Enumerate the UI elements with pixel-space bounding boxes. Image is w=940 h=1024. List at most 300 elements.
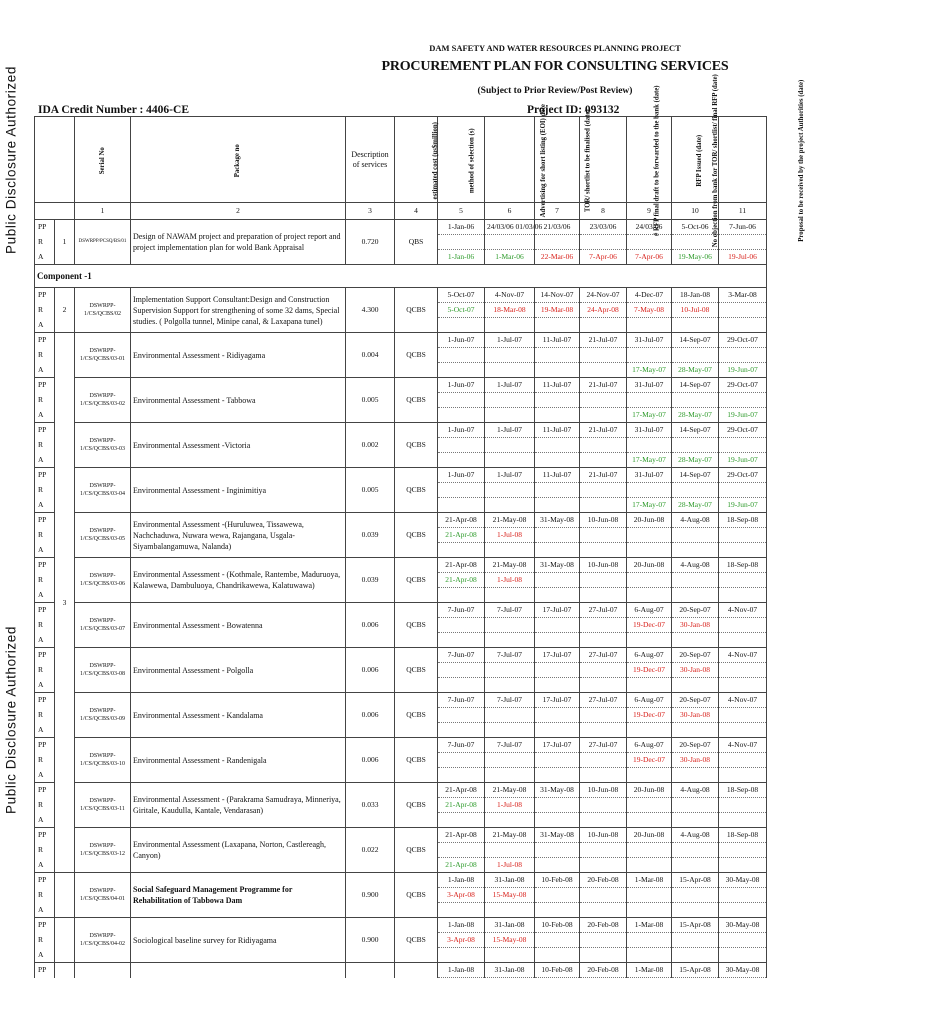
date-cell: 1-Jul-07 <box>485 468 535 483</box>
date-cell <box>627 933 672 948</box>
row-type-label: A <box>35 498 55 513</box>
date-cell <box>627 948 672 963</box>
date-cell: 20-Sep-07 <box>672 603 719 618</box>
description: Environmental Assessment - Polgolla <box>131 648 346 693</box>
estimated-cost: 0.900 <box>346 873 395 918</box>
date-cell: 17-Jul-07 <box>535 648 580 663</box>
date-cell <box>438 723 485 738</box>
selection-method: QCBS <box>395 603 438 648</box>
row-type-label: PP <box>35 333 55 348</box>
date-cell: 6-Aug-07 <box>627 603 672 618</box>
selection-method: QCBS <box>395 378 438 423</box>
col-number: 8 <box>580 203 627 220</box>
row-type-label: R <box>35 348 55 363</box>
package-no: DSWRPP/PCSQ/BS/01 <box>75 220 131 265</box>
date-cell <box>719 633 767 648</box>
package-no: DSWRPP-1/CS/QCBS/04-02 <box>75 918 131 963</box>
date-cell: 4-Nov-07 <box>485 288 535 303</box>
date-cell <box>438 633 485 648</box>
date-cell: 21-Jul-07 <box>580 378 627 393</box>
date-cell <box>672 768 719 783</box>
date-cell: 24/03/06 <box>627 220 672 235</box>
date-cell <box>719 858 767 873</box>
package-no: DSWRPP-1/CS/QCBS/03-06 <box>75 558 131 603</box>
row-type-label: A <box>35 723 55 738</box>
row-type-label: PP <box>35 918 55 933</box>
date-cell: 4-Dec-07 <box>627 288 672 303</box>
date-cell: 15-Apr-08 <box>672 873 719 888</box>
date-cell: 28-May-07 <box>672 498 719 513</box>
date-cell: 27-Jul-07 <box>580 738 627 753</box>
serial-no: 3 <box>55 333 75 873</box>
date-cell: 10-Feb-08 <box>535 963 580 978</box>
date-cell: 20-Jun-08 <box>627 828 672 843</box>
date-cell: 7-Jul-07 <box>485 603 535 618</box>
date-cell <box>719 573 767 588</box>
date-cell <box>438 903 485 918</box>
date-cell: 3-Mar-08 <box>719 288 767 303</box>
date-cell: 3-Apr-08 <box>438 888 485 903</box>
date-cell: 20-Feb-08 <box>580 873 627 888</box>
col-header-9: No objection from bank for TOR/ shortlist/ final RFP (date) <box>627 117 672 203</box>
date-cell <box>719 588 767 603</box>
date-cell <box>485 408 535 423</box>
selection-method: QCBS <box>395 648 438 693</box>
date-cell <box>535 348 580 363</box>
table-row <box>35 918 767 933</box>
date-cell <box>580 888 627 903</box>
row-type-label: PP <box>35 828 55 843</box>
date-cell <box>672 318 719 333</box>
table-row <box>35 468 767 483</box>
date-cell <box>438 363 485 378</box>
date-cell <box>535 768 580 783</box>
col-header-11: Proposal to be received by the project Authorities (date) <box>719 117 767 203</box>
date-cell <box>485 633 535 648</box>
date-cell <box>438 768 485 783</box>
row-type-label: A <box>35 948 55 963</box>
date-cell: 20-Feb-08 <box>580 918 627 933</box>
row-type-label: PP <box>35 378 55 393</box>
date-cell: 1-Jan-06 <box>438 220 485 235</box>
date-cell <box>580 843 627 858</box>
package-no: DSWRPP-1/CS/QCBS/03-12 <box>75 828 131 873</box>
serial-no: 2 <box>55 288 75 333</box>
date-cell <box>627 843 672 858</box>
date-cell <box>580 438 627 453</box>
date-cell: 11-Jul-07 <box>535 468 580 483</box>
date-cell: 14-Sep-07 <box>672 468 719 483</box>
description <box>131 963 346 978</box>
description: Environmental Assessment - Bowatenna <box>131 603 346 648</box>
date-cell <box>672 813 719 828</box>
table-row <box>35 693 767 708</box>
date-cell <box>672 933 719 948</box>
date-cell: 1-Jun-07 <box>438 468 485 483</box>
date-cell <box>580 498 627 513</box>
date-cell <box>719 318 767 333</box>
date-cell <box>719 798 767 813</box>
date-cell: 14-Sep-07 <box>672 333 719 348</box>
date-cell <box>438 438 485 453</box>
date-cell: 18-Sep-08 <box>719 783 767 798</box>
table-row <box>35 333 767 348</box>
estimated-cost: 0.039 <box>346 558 395 603</box>
date-cell: 5-Oct-07 <box>438 303 485 318</box>
page-subtitle: (Subject to Prior Review/Post Review) <box>477 86 633 96</box>
estimated-cost: 0.022 <box>346 828 395 873</box>
row-type-label: A <box>35 363 55 378</box>
date-cell: 17-Jul-07 <box>535 738 580 753</box>
date-cell <box>580 393 627 408</box>
table-row <box>35 423 767 438</box>
date-cell <box>535 393 580 408</box>
date-cell: 7-Jun-06 <box>719 220 767 235</box>
package-no: DSWRPP-1/CS/QCBS/03-05 <box>75 513 131 558</box>
date-cell: 29-Oct-07 <box>719 423 767 438</box>
date-cell: 21-Jul-07 <box>580 468 627 483</box>
selection-method: QCBS <box>395 693 438 738</box>
row-type-label: R <box>35 528 55 543</box>
estimated-cost: 0.006 <box>346 648 395 693</box>
row-type-label: R <box>35 843 55 858</box>
date-cell: 7-Jun-07 <box>438 693 485 708</box>
date-cell: 1-Jan-08 <box>438 963 485 978</box>
selection-method: QCBS <box>395 828 438 873</box>
date-cell: 7-Jul-07 <box>485 693 535 708</box>
date-cell: 21-May-08 <box>485 558 535 573</box>
date-cell <box>719 348 767 363</box>
date-cell <box>719 753 767 768</box>
date-cell <box>672 528 719 543</box>
row-type-label: R <box>35 798 55 813</box>
table-row <box>35 783 767 798</box>
date-cell <box>535 948 580 963</box>
table-row <box>35 828 767 843</box>
package-no: DSWRPP-1/CS/QCBS/03-03 <box>75 423 131 468</box>
col-number: 1 <box>75 203 131 220</box>
date-cell <box>485 363 535 378</box>
date-cell: 21-Apr-08 <box>438 528 485 543</box>
date-cell: 17-May-07 <box>627 453 672 468</box>
estimated-cost: 0.005 <box>346 378 395 423</box>
date-cell: 17-Jul-07 <box>535 693 580 708</box>
package-no: DSWRPP-1/CS/QCBS/03-08 <box>75 648 131 693</box>
date-cell <box>535 813 580 828</box>
date-cell: 4-Nov-07 <box>719 648 767 663</box>
description: Environmental Assessment -Victoria <box>131 423 346 468</box>
date-cell <box>672 858 719 873</box>
row-type-label: PP <box>35 873 55 888</box>
date-cell <box>438 753 485 768</box>
date-cell: 6-Aug-07 <box>627 693 672 708</box>
date-cell: 18-Sep-08 <box>719 513 767 528</box>
date-cell <box>535 618 580 633</box>
date-cell <box>580 753 627 768</box>
estimated-cost: 0.006 <box>346 693 395 738</box>
date-cell <box>438 948 485 963</box>
date-cell <box>438 483 485 498</box>
date-cell: 28-May-07 <box>672 453 719 468</box>
date-cell <box>719 768 767 783</box>
date-cell <box>485 948 535 963</box>
date-cell: 21/03/06 <box>535 220 580 235</box>
project-id: Project ID: 093132 <box>527 104 620 116</box>
date-cell: 19-Mar-08 <box>535 303 580 318</box>
date-cell: 19-Jul-06 <box>719 250 767 265</box>
date-cell: 20-Jun-08 <box>627 558 672 573</box>
date-cell <box>485 663 535 678</box>
date-cell <box>580 363 627 378</box>
date-cell <box>485 235 535 250</box>
date-cell: 21-May-08 <box>485 828 535 843</box>
date-cell <box>672 543 719 558</box>
col-header-10: RFP Issued (date) <box>672 117 719 203</box>
date-cell: 21-Apr-08 <box>438 858 485 873</box>
date-cell: 14-Sep-07 <box>672 423 719 438</box>
date-cell: 31-Jul-07 <box>627 468 672 483</box>
side-disclosure-label-bottom: Public Disclosure Authorized <box>3 626 19 814</box>
date-cell: 7-May-08 <box>627 303 672 318</box>
date-cell <box>580 768 627 783</box>
date-cell: 21-Jul-07 <box>580 423 627 438</box>
date-cell <box>535 903 580 918</box>
date-cell: 7-Jun-07 <box>438 738 485 753</box>
date-cell: 30-Jan-08 <box>672 708 719 723</box>
row-type-label: A <box>35 408 55 423</box>
date-cell: 21-Apr-08 <box>438 513 485 528</box>
date-cell <box>535 498 580 513</box>
component-label: Component -1 <box>35 265 767 288</box>
estimated-cost: 0.039 <box>346 513 395 558</box>
date-cell <box>719 888 767 903</box>
estimated-cost: 0.002 <box>346 423 395 468</box>
date-cell <box>580 708 627 723</box>
row-type-label: R <box>35 483 55 498</box>
date-cell <box>627 768 672 783</box>
date-cell <box>672 903 719 918</box>
col-number: 10 <box>672 203 719 220</box>
table-row <box>35 378 767 393</box>
date-cell: 5-Oct-07 <box>438 288 485 303</box>
row-type-label: R <box>35 753 55 768</box>
description: Environmental Assessment (Laxapana, Norton, Castlereagh, Canyon) <box>131 828 346 873</box>
date-cell: 4-Aug-08 <box>672 513 719 528</box>
serial-no: 1 <box>55 220 75 265</box>
description: Sociological baseline survey for Ridiyagama <box>131 918 346 963</box>
package-no <box>75 963 131 978</box>
row-type-label: R <box>35 708 55 723</box>
date-cell <box>719 528 767 543</box>
date-cell <box>535 588 580 603</box>
row-type-label: PP <box>35 648 55 663</box>
date-cell <box>535 438 580 453</box>
date-cell <box>438 843 485 858</box>
date-cell: 20-Sep-07 <box>672 738 719 753</box>
date-cell: 10-Feb-08 <box>535 918 580 933</box>
date-cell: 6-Aug-07 <box>627 738 672 753</box>
date-cell: 11-Jul-07 <box>535 333 580 348</box>
package-no: DSWRPP-1/CS/QCBS/03-09 <box>75 693 131 738</box>
date-cell <box>485 678 535 693</box>
date-cell <box>719 948 767 963</box>
component-row <box>35 265 767 288</box>
date-cell <box>580 235 627 250</box>
date-cell <box>580 948 627 963</box>
date-cell: 7-Apr-06 <box>580 250 627 265</box>
date-cell <box>672 723 719 738</box>
date-cell: 10-Jun-08 <box>580 828 627 843</box>
date-cell: 7-Apr-06 <box>627 250 672 265</box>
col-header-label-spacer <box>35 117 75 203</box>
selection-method: QCBS <box>395 918 438 963</box>
date-cell <box>719 483 767 498</box>
description: Environmental Assessment - Randenigala <box>131 738 346 783</box>
date-cell <box>627 543 672 558</box>
date-cell: 31-May-08 <box>535 828 580 843</box>
selection-method: QCBS <box>395 423 438 468</box>
row-type-label: A <box>35 318 55 333</box>
selection-method: QCBS <box>395 513 438 558</box>
date-cell: 27-Jul-07 <box>580 603 627 618</box>
date-cell: 29-Oct-07 <box>719 468 767 483</box>
date-cell: 27-Jul-07 <box>580 693 627 708</box>
date-cell <box>627 798 672 813</box>
serial-no <box>55 963 75 978</box>
col-header-8: # RFP final draft to be forwarded to the bank (date) <box>580 117 627 203</box>
col-header-2: Package no <box>131 117 346 203</box>
package-no: DSWRPP-1/CS/QCBS/03-02 <box>75 378 131 423</box>
estimated-cost: 0.004 <box>346 333 395 378</box>
col-number: 11 <box>719 203 767 220</box>
date-cell <box>719 303 767 318</box>
date-cell <box>719 813 767 828</box>
description: Environmental Assessment - (Parakrama Samudraya, Minneriya, Giritale, Kaudulla, Kantale, Vendarasan) <box>131 783 346 828</box>
col-header-5: method of selection (s) <box>438 117 485 203</box>
date-cell: 31-May-08 <box>535 783 580 798</box>
date-cell: 23/03/06 <box>580 220 627 235</box>
selection-method <box>395 963 438 978</box>
date-cell: 11-Jul-07 <box>535 423 580 438</box>
date-cell <box>719 843 767 858</box>
date-cell: 31-Jul-07 <box>627 423 672 438</box>
date-cell: 21-Apr-08 <box>438 558 485 573</box>
date-cell <box>485 903 535 918</box>
description: Environmental Assessment -(Huruluwea, Tissawewa, Nachchaduwa, Nuwara wewa, Rajangana, Usgala-Siyambalangamuwa, Nalanda) <box>131 513 346 558</box>
date-cell: 10-Jun-08 <box>580 783 627 798</box>
date-cell: 20-Feb-08 <box>580 963 627 978</box>
col-number: 9 <box>627 203 672 220</box>
date-cell <box>580 903 627 918</box>
selection-method: QCBS <box>395 333 438 378</box>
date-cell <box>580 348 627 363</box>
date-cell <box>438 318 485 333</box>
date-cell: 31-May-08 <box>535 513 580 528</box>
page-title: PROCUREMENT PLAN FOR CONSULTING SERVICES <box>381 59 729 74</box>
date-cell <box>672 843 719 858</box>
date-cell: 18-Jan-08 <box>672 288 719 303</box>
row-type-label: R <box>35 235 55 250</box>
serial-no <box>55 873 75 918</box>
date-cell <box>485 768 535 783</box>
date-cell <box>535 663 580 678</box>
date-cell: 30-May-08 <box>719 963 767 978</box>
date-cell <box>580 813 627 828</box>
date-cell <box>535 363 580 378</box>
date-cell <box>438 663 485 678</box>
row-type-label: PP <box>35 603 55 618</box>
date-cell <box>719 708 767 723</box>
date-cell <box>719 903 767 918</box>
date-cell: 31-Jan-08 <box>485 918 535 933</box>
package-no: DSWRPP-1/CS/QCBS/03-07 <box>75 603 131 648</box>
date-cell: 1-Jun-07 <box>438 333 485 348</box>
selection-method: QCBS <box>395 558 438 603</box>
date-cell <box>535 408 580 423</box>
date-cell: 19-Dec-07 <box>627 663 672 678</box>
date-cell: 6-Aug-07 <box>627 648 672 663</box>
date-cell: 28-May-07 <box>672 363 719 378</box>
description: Environmental Assessment - (Kothmale, Rantembe, Maduruoya, Kalawewa, Dambuluoya, Chandrikawewa, Kalatuwawa) <box>131 558 346 603</box>
date-cell: 1-Jul-08 <box>485 528 535 543</box>
date-cell <box>672 888 719 903</box>
date-cell: 21-May-08 <box>485 783 535 798</box>
date-cell: 30-Jan-08 <box>672 753 719 768</box>
date-cell: 17-May-07 <box>627 408 672 423</box>
date-cell: 7-Jul-07 <box>485 738 535 753</box>
date-cell <box>580 588 627 603</box>
selection-method: QCBS <box>395 783 438 828</box>
table-row <box>35 963 767 978</box>
table-row <box>35 558 767 573</box>
date-cell <box>580 318 627 333</box>
date-cell <box>485 813 535 828</box>
date-cell: 30-Jan-08 <box>672 618 719 633</box>
row-type-label: PP <box>35 468 55 483</box>
date-cell: 30-Jan-08 <box>672 663 719 678</box>
date-cell <box>485 753 535 768</box>
package-no: DSWRPP-1/CS/QCBS/02 <box>75 288 131 333</box>
date-cell <box>580 678 627 693</box>
date-cell <box>438 543 485 558</box>
date-cell: 1-Mar-08 <box>627 873 672 888</box>
date-cell <box>627 573 672 588</box>
date-cell: 18-Sep-08 <box>719 558 767 573</box>
date-cell: 21-Jul-07 <box>580 333 627 348</box>
row-type-label: R <box>35 888 55 903</box>
date-cell: 1-Jul-08 <box>485 798 535 813</box>
date-cell <box>535 678 580 693</box>
date-cell <box>535 708 580 723</box>
date-cell: 4-Aug-08 <box>672 558 719 573</box>
date-cell: 24-Apr-08 <box>580 303 627 318</box>
date-cell: 31-Jul-07 <box>627 378 672 393</box>
date-cell <box>535 798 580 813</box>
description: Environmental Assessment - Inginimitiya <box>131 468 346 513</box>
selection-method: QCBS <box>395 873 438 918</box>
date-cell <box>580 633 627 648</box>
date-cell <box>535 933 580 948</box>
date-cell <box>438 813 485 828</box>
date-cell <box>580 798 627 813</box>
date-cell: 20-Sep-07 <box>672 648 719 663</box>
row-type-label: PP <box>35 288 55 303</box>
date-cell <box>627 393 672 408</box>
row-type-label: R <box>35 933 55 948</box>
date-cell <box>535 318 580 333</box>
col-number: 2 <box>131 203 346 220</box>
selection-method: QCBS <box>395 468 438 513</box>
